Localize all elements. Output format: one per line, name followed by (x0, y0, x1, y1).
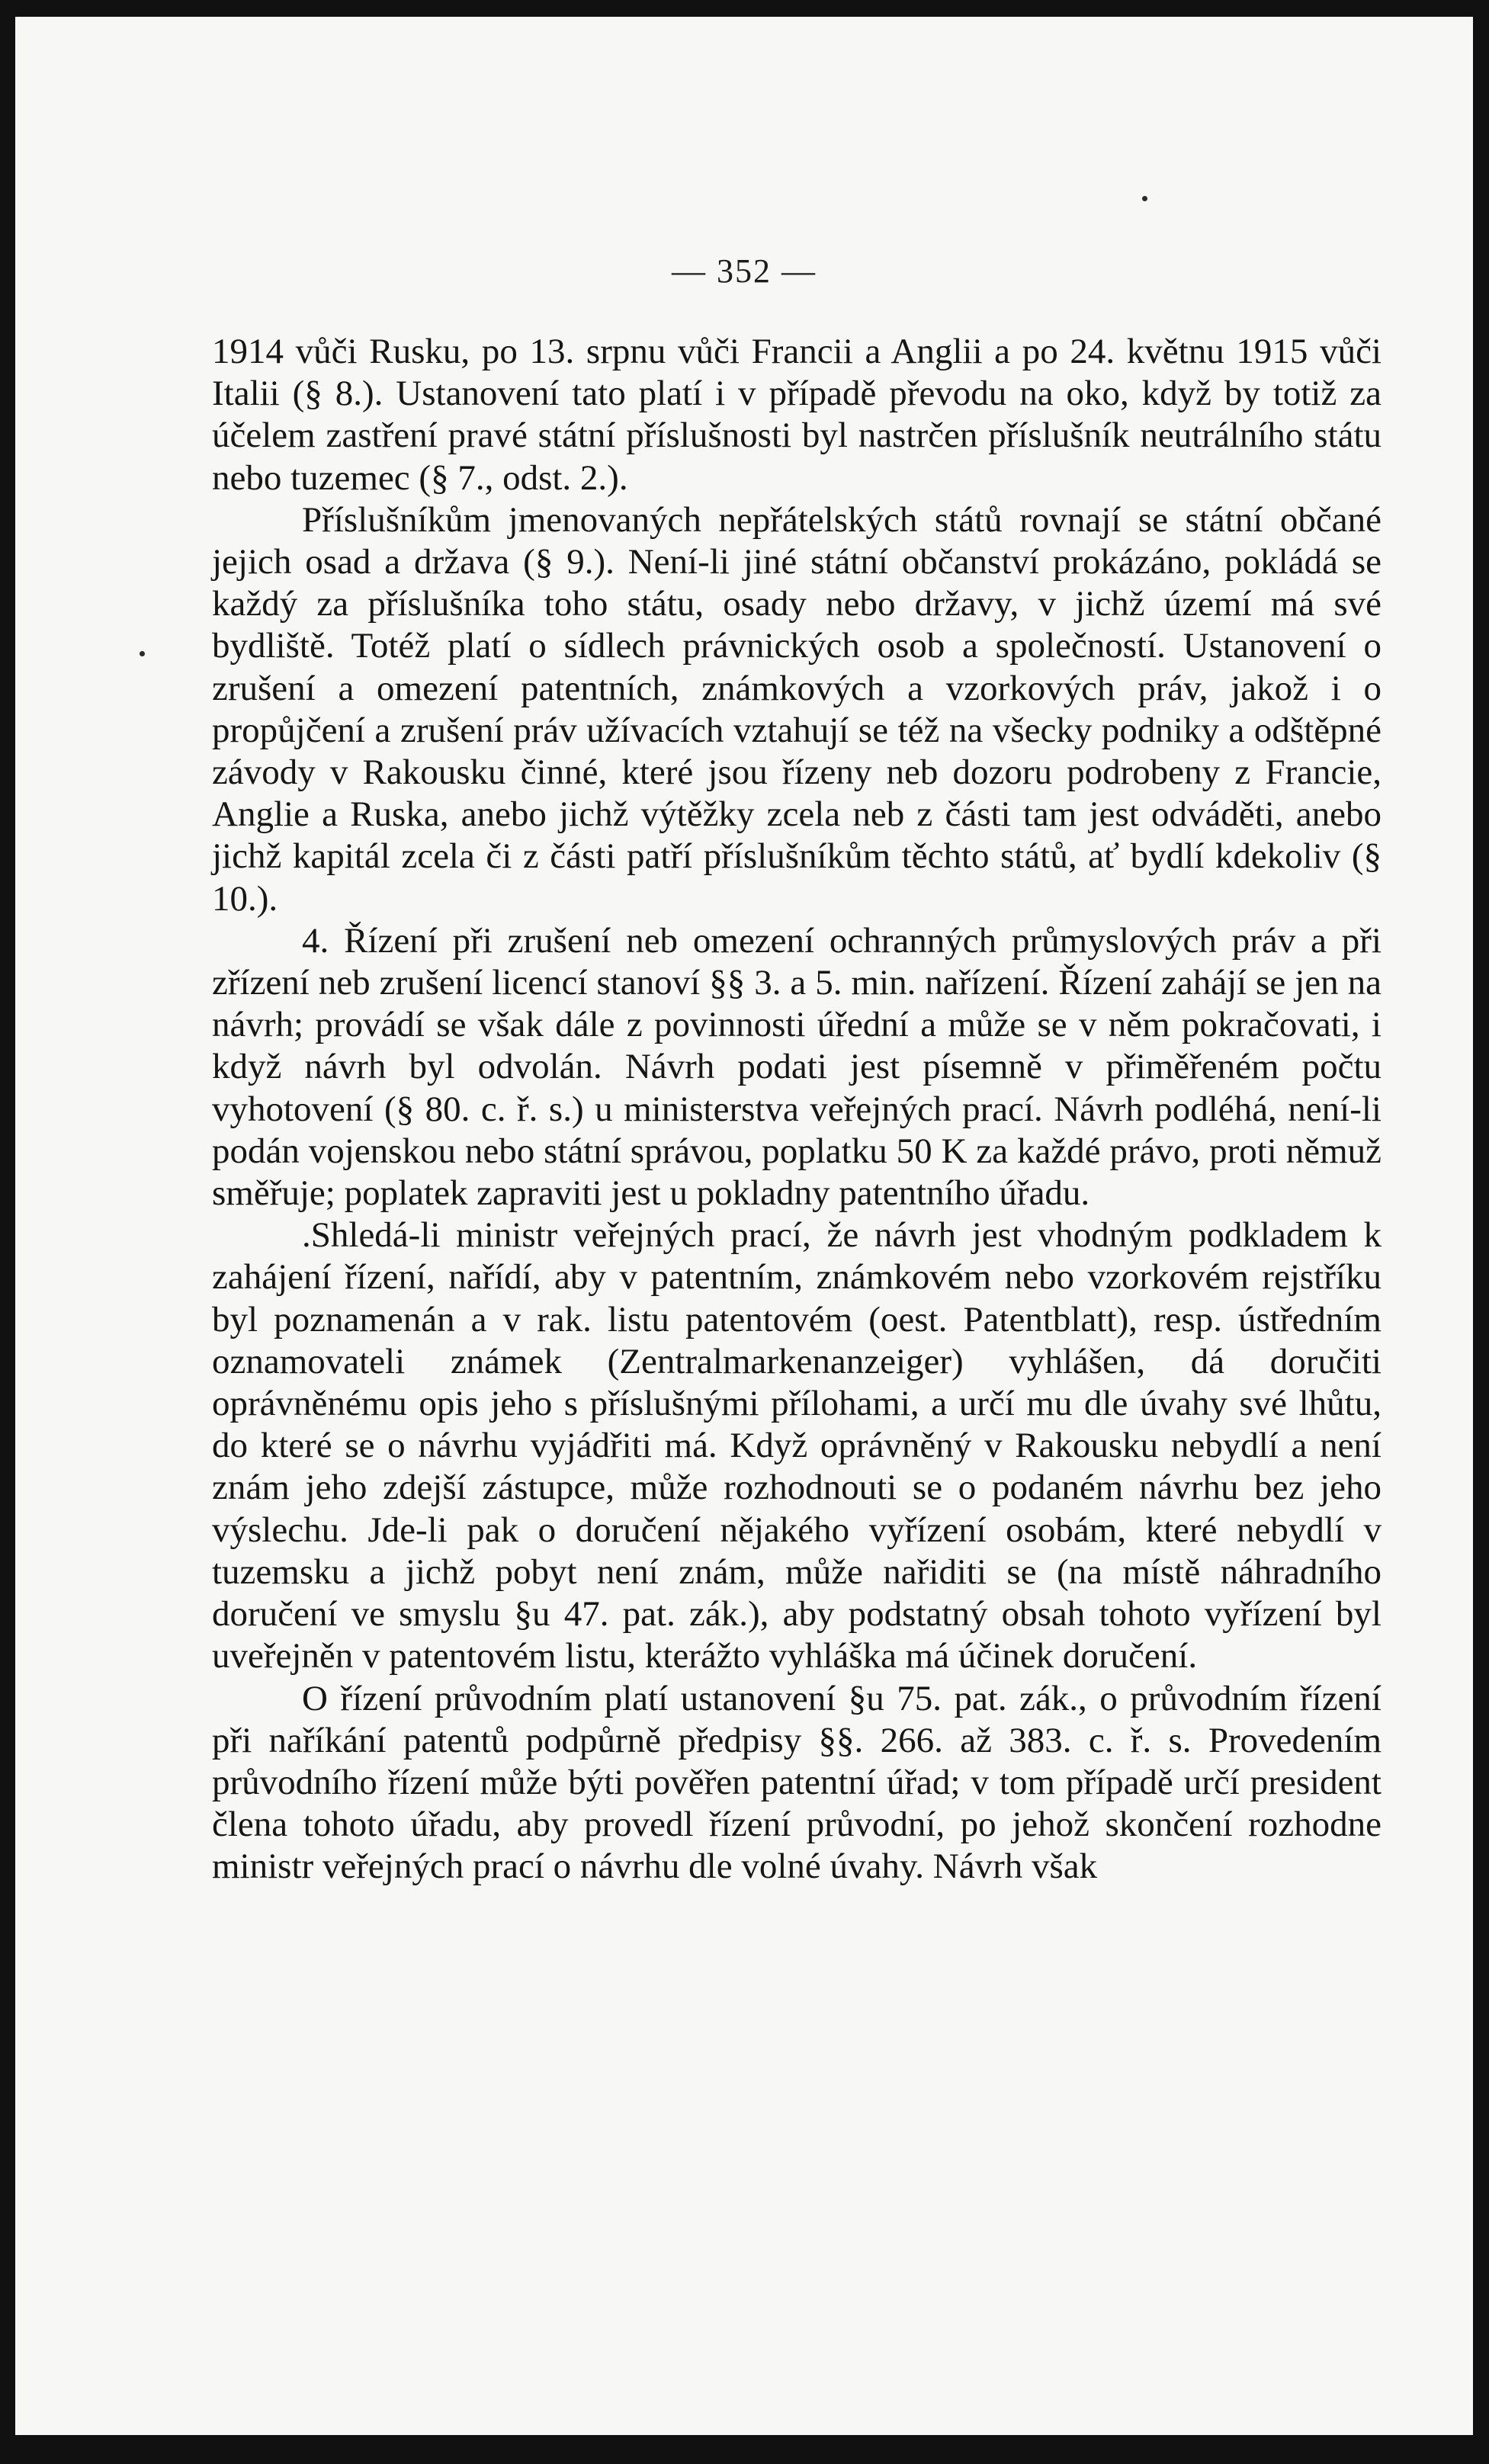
ink-speck (140, 651, 145, 656)
scanned-page (15, 17, 1473, 2435)
paragraph-5: O řízení průvodním platí ustanovení §u 75. pat. zák., o průvodním řízení při naříkání patentů podpůrně předpisy §§. 266. až 383. c. ř. s. Provedením průvodního řízení může býti pověřen patentní úřad; v tom případě určí president člena tohoto úřadu, aby provedl řízení průvodní, po jehož skončení rozhodne ministr veřejných prací o návrhu dle volné úvahy. Návrh však (212, 1678, 1381, 1887)
paragraph-1: 1914 vůči Rusku, po 13. srpnu vůči Francii a Anglii a po 24. květnu 1915 vůči Italii (§ 8.). Ustanovení tato platí i v případě převodu na oko, když by totiž za účelem zastření pravé státní příslušnosti byl nastrčen příslušník neutrálního státu nebo tuzemec (§ 7., odst. 2.). (212, 332, 1381, 498)
page-number: — 352 — (672, 252, 817, 290)
ink-speck (1142, 196, 1147, 201)
body-text (212, 331, 1381, 1888)
paragraph-4: .Shledá-li ministr veřejných prací, že návrh jest vhodným podkladem k zahájení řízení, nařídí, aby v patentním, známkovém nebo vzorkovém rejstříku byl poznamenán a v rak. listu patentovém (oest. Patentblatt), resp. ústředním oznamovateli známek (Zentralmarkenanzeiger) vyhlášen, dá doručiti oprávněnému opis jeho s příslušnými přílohami, a určí mu dle úvahy své lhůtu, do které se o návrhu vyjádřiti má. Když oprávněný v Rakousku nebydlí a není znám jeho zdejší zástupce, může rozhodnouti se o podaném návrhu bez jeho výslechu. Jde-li pak o doručení nějakého vyřízení osobám, které nebydlí v tuzemsku a jichž pobyt není znám, může nařiditi se (na místě náhradního doručení ve smyslu §u 47. pat. zák.), aby podstatný obsah tohoto vyřízení byl uveřejněn v patentovém listu, kterážto vyhláška má účinek doručení. (212, 1215, 1381, 1676)
paragraph-3: 4. Řízení při zrušení neb omezení ochranných průmyslových práv a při zřízení neb zrušení licencí stanoví §§ 3. a 5. min. nařízení. Řízení zahájí se jen na návrh; provádí se však dále z povinnosti úřední a může se v něm pokračovati, i když návrh byl odvolán. Návrh podati jest písemně v přiměřeném počtu vyhotovení (§ 80. c. ř. s.) u ministerstva veřejných prací. Návrh podléhá, není-li podán vojenskou nebo státní správou, poplatku 50 K za každé právo, proti němuž směřuje; poplatek zapraviti jest u pokladny patentního úřadu. (212, 920, 1381, 1214)
paragraph-2: Příslušníkům jmenovaných nepřátelských států rovnají se státní občané jejich osad a država (§ 9.). Není-li jiné státní občanství prokázáno, pokládá se každý za příslušníka toho státu, osady nebo državy, v jichž území má své bydliště. Totéž platí o sídlech právnických osob a společností. Ustanovení o zrušení a omezení patentních, známkových a vzorkových práv, jakož i o propůjčení a zrušení práv užívacích vztahují se též na všecky podniky a odštěpné závody v Rakousku činné, které jsou řízeny neb dozoru podrobeny z Francie, Anglie a Ruska, anebo jichž výtěžky zcela neb z části tam jest odváděti, anebo jichž kapitál zcela či z části patří příslušníkům těchto států, ať bydlí kdekoliv (§ 10.). (212, 499, 1381, 919)
